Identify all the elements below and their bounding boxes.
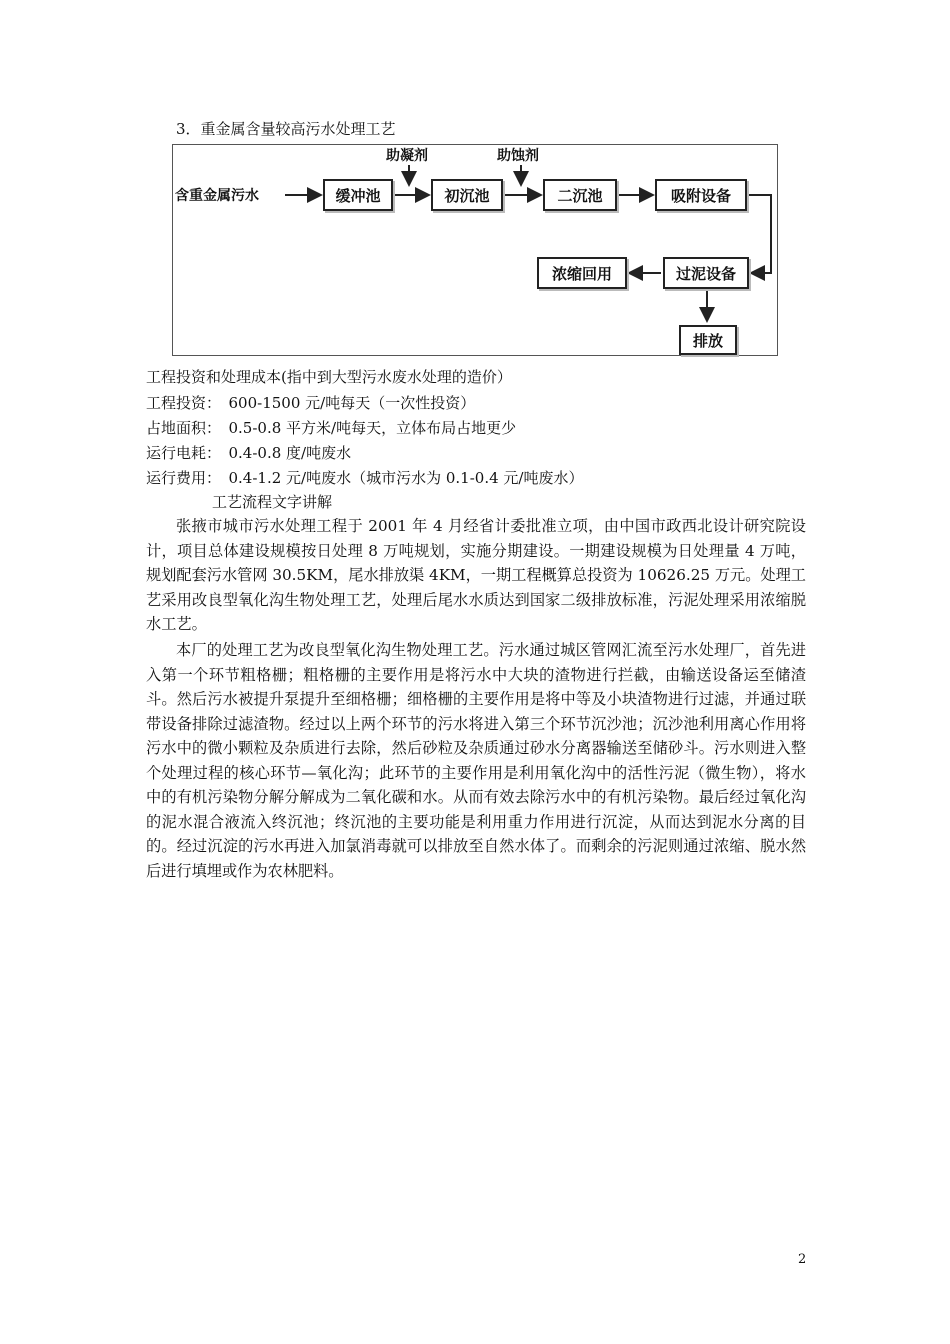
node-adsorption-device: 吸附设备 (655, 179, 747, 211)
cost-area: 占地面积： 0.5-0.8 平方米/吨每天，立体布局占地更少 (146, 419, 517, 437)
cost-title: 工程投资和处理成本(指中到大型污水废水处理的造价） (146, 368, 512, 386)
node-primary-clarifier: 初沉池 (431, 179, 503, 211)
paragraph-process: 本厂的处理工艺为改良型氧化沟生物处理工艺。污水通过城区管网汇流至污水处理厂，首先进入第一个环节粗格栅；粗格栅的主要作用是将污水中大块的渣物进行拦截，由输送设备运至储渣斗。然后污水被提升泵提升至细格栅；细格栅的主要作用是将中等及小块渣物进行过滤，并通过联带设备排除过滤渣物。经过以上两个环节的污水将进入第三个环节沉沙池；沉沙池利用离心作用将污水中的微小颗粒及杂质进行去除，然后砂粒及杂质通过砂水分离器输送至储砂斗。污水则进入整个处理过程的核心环节—氧化沟；此环节的主要作用是利用氧化沟中的活性污泥（微生物），将水中的有机污染物分解分解成为二氧化碳和水。从而有效去除污水中的有机污染物。最后经过氧化沟的泥水混合液流入终沉池；终沉池的主要功能是利用重力作用进行沉淀，从而达到泥水分离的目的。经过沉淀的污水再进入加氯消毒就可以排放至自然水体了。而剩余的污泥则通过浓缩、脱水然后进行填埋或作为农林肥料。 (146, 641, 806, 880)
cost-operation: 运行费用： 0.4-1.2 元/吨废水（城市污水为 0.1-0.4 元/吨废水） (146, 469, 584, 487)
node-secondary-clarifier: 二沉池 (543, 179, 617, 211)
node-discharge: 排放 (679, 325, 737, 355)
node-buffer-tank: 缓冲池 (323, 179, 393, 211)
cost-power: 运行电耗： 0.4-0.8 度/吨废水 (146, 444, 352, 462)
paragraph-project: 张掖市城市污水处理工程于 2001 年 4 月经省计委批准立项，由中国市政西北设计研究院设计，项目总体建设规模按日处理 8 万吨规划，实施分期建设。一期建设规模为日处理量 4 万吨，规划配套污水管网 30.5KM，尾水排放渠 4KM，一期工程概算总投资为 10626.25 万元。处理工艺采用改良型氧化沟生物处理工艺，处理后尾水水质达到国家二级排放标准，污泥处理采用浓缩脱水工艺。 (146, 517, 806, 633)
arrow-adsorb-filter (747, 195, 771, 273)
additive-erosion: 助蚀剂 (497, 148, 539, 164)
node-thicken-reuse: 浓缩回用 (537, 257, 627, 289)
section-heading: 3．重金属含量较高污水处理工艺 (176, 120, 396, 138)
additive-coagulant: 助凝剂 (386, 148, 428, 164)
cost-investment: 工程投资： 600-1500 元/吨每天（一次性投资） (146, 394, 476, 412)
process-section-title: 工艺流程文字讲解 (212, 493, 333, 511)
process-flowchart (172, 144, 778, 356)
node-sludge-filter: 过泥设备 (663, 257, 749, 289)
input-label: 含重金属污水 (175, 188, 259, 204)
page-number: 2 (798, 1252, 807, 1267)
